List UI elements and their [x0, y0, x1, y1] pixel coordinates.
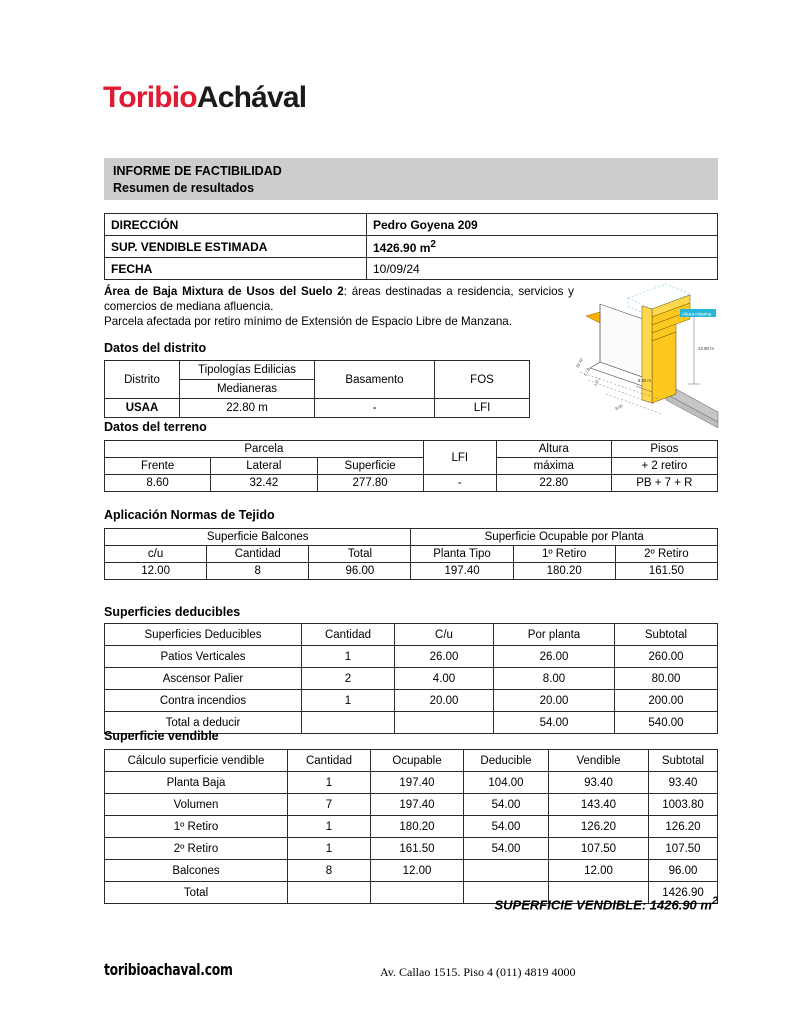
vend-row-ocupable: 12.00	[371, 860, 464, 882]
terreno-value-frente: 8.60	[105, 475, 211, 492]
table-header-row	[105, 529, 718, 546]
deduc-row-nombre: Patios Verticales	[105, 646, 302, 668]
zoning-line2: Parcela afectada por retiro mínimo de Extensión de Espacio Libre de Manzana.	[104, 315, 512, 329]
tejido-table	[104, 528, 718, 580]
deducibles-table	[104, 623, 718, 734]
vend-row-cantidad: 1	[288, 816, 371, 838]
deduc-total-cantidad	[302, 712, 395, 734]
vend-row-vendible: 143.40	[549, 794, 649, 816]
footer-address: Av. Callao 1515. Piso 4 (011) 4819 4000	[380, 965, 576, 979]
vendible-table	[104, 749, 718, 904]
vend-row-subtotal: 1003.80	[649, 794, 718, 816]
company-logo	[103, 83, 306, 113]
distrito-header-distrito: Distrito	[105, 361, 180, 399]
tejido-subheader-cu: c/u	[105, 546, 207, 563]
distrito-header-tipologias: Tipologías Edilicias	[180, 361, 315, 380]
banner-subtitle: Resumen de resultados	[113, 181, 255, 195]
deduc-total-por-planta: 54.00	[494, 712, 615, 734]
deduc-row-nombre: Ascensor Palier	[105, 668, 302, 690]
terreno-value-pisos: PB + 7 + R	[611, 475, 717, 492]
distrito-value-medianeras: 22.80 m	[180, 399, 315, 418]
table-row	[105, 690, 718, 712]
fecha-label: FECHA	[105, 258, 367, 280]
svg-text:L.I.B.: L.I.B.	[582, 365, 592, 377]
deduc-row-subtotal: 80.00	[615, 668, 718, 690]
tejido-value-cantidad: 8	[207, 563, 309, 580]
vend-header-deducible: Deducible	[464, 750, 549, 772]
svg-text:Altura máxima: Altura máxima	[682, 311, 712, 317]
terreno-value-lateral: 32.42	[211, 475, 317, 492]
svg-text:22.80 m: 22.80 m	[698, 346, 714, 351]
vend-row-deducible: 104.00	[464, 772, 549, 794]
vend-row-vendible: 12.00	[549, 860, 649, 882]
deduc-header-subtotal: Subtotal	[615, 624, 718, 646]
tejido-subheader-1-retiro: 1º Retiro	[513, 546, 615, 563]
direccion-value: Pedro Goyena 209	[367, 214, 718, 236]
terreno-header-altura: Altura	[496, 441, 611, 458]
section-heading-vendible: Superficie vendible	[104, 729, 219, 743]
vend-row-subtotal: 126.20	[649, 816, 718, 838]
vend-row-label: Balcones	[105, 860, 288, 882]
vend-row-subtotal: 93.40	[649, 772, 718, 794]
table-row	[105, 772, 718, 794]
terreno-subheader-frente: Frente	[105, 458, 211, 475]
report-banner	[104, 158, 718, 200]
table-subheader-row	[105, 546, 718, 563]
tejido-subheader-planta-tipo: Planta Tipo	[411, 546, 513, 563]
vend-header-cantidad: Cantidad	[288, 750, 371, 772]
distrito-value-fos: LFI	[435, 399, 530, 418]
distrito-table	[104, 360, 530, 418]
deduc-row-por-planta: 8.00	[494, 668, 615, 690]
table-header-row	[105, 361, 530, 380]
section-heading-tejido: Aplicación Normas de Tejido	[104, 508, 275, 522]
terreno-header-pisos: Pisos	[611, 441, 717, 458]
vend-total-subtotal: 1426.90	[649, 882, 718, 904]
deduc-row-cu: 4.00	[395, 668, 494, 690]
vend-row-subtotal: 96.00	[649, 860, 718, 882]
table-header-row	[105, 624, 718, 646]
table-row	[105, 646, 718, 668]
sup-vendible-label: SUP. VENDIBLE ESTIMADA	[105, 236, 367, 258]
table-row	[105, 475, 718, 492]
deduc-row-cantidad: 1	[302, 690, 395, 712]
deduc-row-nombre: Contra incendios	[105, 690, 302, 712]
vend-total-label: Total	[105, 882, 288, 904]
vend-row-ocupable: 197.40	[371, 772, 464, 794]
tejido-value-2-retiro: 161.50	[615, 563, 717, 580]
distrito-value-usaa: USAA	[105, 399, 180, 418]
deduc-row-subtotal: 200.00	[615, 690, 718, 712]
svg-text:8.60: 8.60	[614, 403, 624, 411]
sup-vendible-value: 1426.90 $m^2$	[367, 236, 718, 258]
vend-row-ocupable: 180.20	[371, 816, 464, 838]
deduc-header-cantidad: Cantidad	[302, 624, 395, 646]
table-row	[105, 860, 718, 882]
isometric-massing-diagram	[566, 276, 726, 428]
distrito-value-basamento: -	[315, 399, 435, 418]
tejido-subheader-2-retiro: 2º Retiro	[615, 546, 717, 563]
svg-text:8.60 m: 8.60 m	[638, 378, 651, 383]
vend-row-deducible: 54.00	[464, 838, 549, 860]
vend-header-vendible: Vendible	[549, 750, 649, 772]
table-row	[105, 668, 718, 690]
vend-row-vendible: 107.50	[549, 838, 649, 860]
table-row	[105, 816, 718, 838]
vend-row-ocupable: 197.40	[371, 794, 464, 816]
table-header-row	[105, 750, 718, 772]
footer-website: toribioachaval.com	[104, 960, 233, 979]
distrito-header-basamento: Basamento	[315, 361, 435, 399]
vend-row-cantidad: 1	[288, 772, 371, 794]
superficie-vendible-total: SUPERFICIE VENDIBLE: 1426.90 $m^2$	[494, 895, 718, 913]
banner-title: INFORME DE FACTIBILIDAD	[113, 164, 282, 178]
tejido-header-balcones: Superficie Balcones	[105, 529, 411, 546]
vend-row-vendible: 93.40	[549, 772, 649, 794]
deduc-total-label: Total a deducir	[105, 712, 302, 734]
table-row	[105, 399, 530, 418]
tejido-value-planta-tipo: 197.40	[411, 563, 513, 580]
vend-row-deducible: 54.00	[464, 816, 549, 838]
terreno-table	[104, 440, 718, 492]
vend-row-deducible: 54.00	[464, 794, 549, 816]
deduc-row-cu: 20.00	[395, 690, 494, 712]
deduc-header-por-planta: Por planta	[494, 624, 615, 646]
deduc-row-cantidad: 1	[302, 646, 395, 668]
vend-row-label: 1º Retiro	[105, 816, 288, 838]
tejido-subheader-total: Total	[309, 546, 411, 563]
tejido-subheader-cantidad: Cantidad	[207, 546, 309, 563]
logo-text-achaval: Achával	[196, 81, 307, 114]
svg-text:L.F.I.: L.F.I.	[592, 376, 602, 387]
vend-row-label: 2º Retiro	[105, 838, 288, 860]
table-row	[105, 214, 718, 236]
terreno-subheader-lateral: Lateral	[211, 458, 317, 475]
deduc-row-cantidad: 2	[302, 668, 395, 690]
direccion-label: DIRECCIÓN	[105, 214, 367, 236]
deduc-row-por-planta: 20.00	[494, 690, 615, 712]
summary-info-table	[104, 213, 718, 280]
section-heading-distrito: Datos del distrito	[104, 341, 207, 355]
vend-header-subtotal: Subtotal	[649, 750, 718, 772]
terreno-value-superficie: 277.80	[317, 475, 423, 492]
vend-row-cantidad: 7	[288, 794, 371, 816]
tejido-value-cu: 12.00	[105, 563, 207, 580]
terreno-subheader-retiro: + 2 retiro	[611, 458, 717, 475]
tejido-value-total: 96.00	[309, 563, 411, 580]
terreno-header-lfi: LFI	[423, 441, 496, 475]
deduc-header-cu: C/u	[395, 624, 494, 646]
distrito-subheader-medianeras: Medianeras	[180, 380, 315, 399]
vend-row-cantidad: 8	[288, 860, 371, 882]
zoning-rest: : áreas destinadas a residencia, servicios y comercios de mediana afluencia.	[104, 285, 574, 314]
distrito-header-fos: FOS	[435, 361, 530, 399]
section-heading-terreno: Datos del terreno	[104, 420, 207, 434]
deduc-total-subtotal: 540.00	[615, 712, 718, 734]
vend-header-calculo: Cálculo superficie vendible	[105, 750, 288, 772]
vend-row-ocupable: 161.50	[371, 838, 464, 860]
vend-row-label: Planta Baja	[105, 772, 288, 794]
tejido-value-1-retiro: 180.20	[513, 563, 615, 580]
deduc-row-cu: 26.00	[395, 646, 494, 668]
terreno-header-parcela: Parcela	[105, 441, 424, 458]
logo-text-toribio: Toribio	[103, 81, 197, 114]
terreno-value-lfi: -	[423, 475, 496, 492]
vend-row-cantidad: 1	[288, 838, 371, 860]
fecha-value: 10/09/24	[367, 258, 718, 280]
table-row	[105, 563, 718, 580]
table-row	[105, 838, 718, 860]
zoning-description	[104, 284, 574, 330]
table-row	[105, 236, 718, 258]
terreno-value-altura: 22.80	[496, 475, 611, 492]
vend-row-vendible: 126.20	[549, 816, 649, 838]
table-row	[105, 794, 718, 816]
vend-row-subtotal: 107.50	[649, 838, 718, 860]
deduc-row-subtotal: 260.00	[615, 646, 718, 668]
vend-row-label: Volumen	[105, 794, 288, 816]
table-header-row	[105, 441, 718, 458]
terreno-subheader-superficie: Superficie	[317, 458, 423, 475]
table-subheader-row	[105, 458, 718, 475]
terreno-subheader-maxima: máxima	[496, 458, 611, 475]
vend-row-deducible	[464, 860, 549, 882]
tejido-header-ocupable: Superficie Ocupable por Planta	[411, 529, 718, 546]
section-heading-deducibles: Superficies deducibles	[104, 605, 241, 619]
deduc-header-nombre: Superficies Deducibles	[105, 624, 302, 646]
zoning-lead: Área de Baja Mixtura de Usos del Suelo 2	[104, 285, 344, 298]
vend-header-ocupable: Ocupable	[371, 750, 464, 772]
deduc-row-por-planta: 26.00	[494, 646, 615, 668]
deduc-total-cu	[395, 712, 494, 734]
svg-text:32.42: 32.42	[574, 357, 584, 369]
